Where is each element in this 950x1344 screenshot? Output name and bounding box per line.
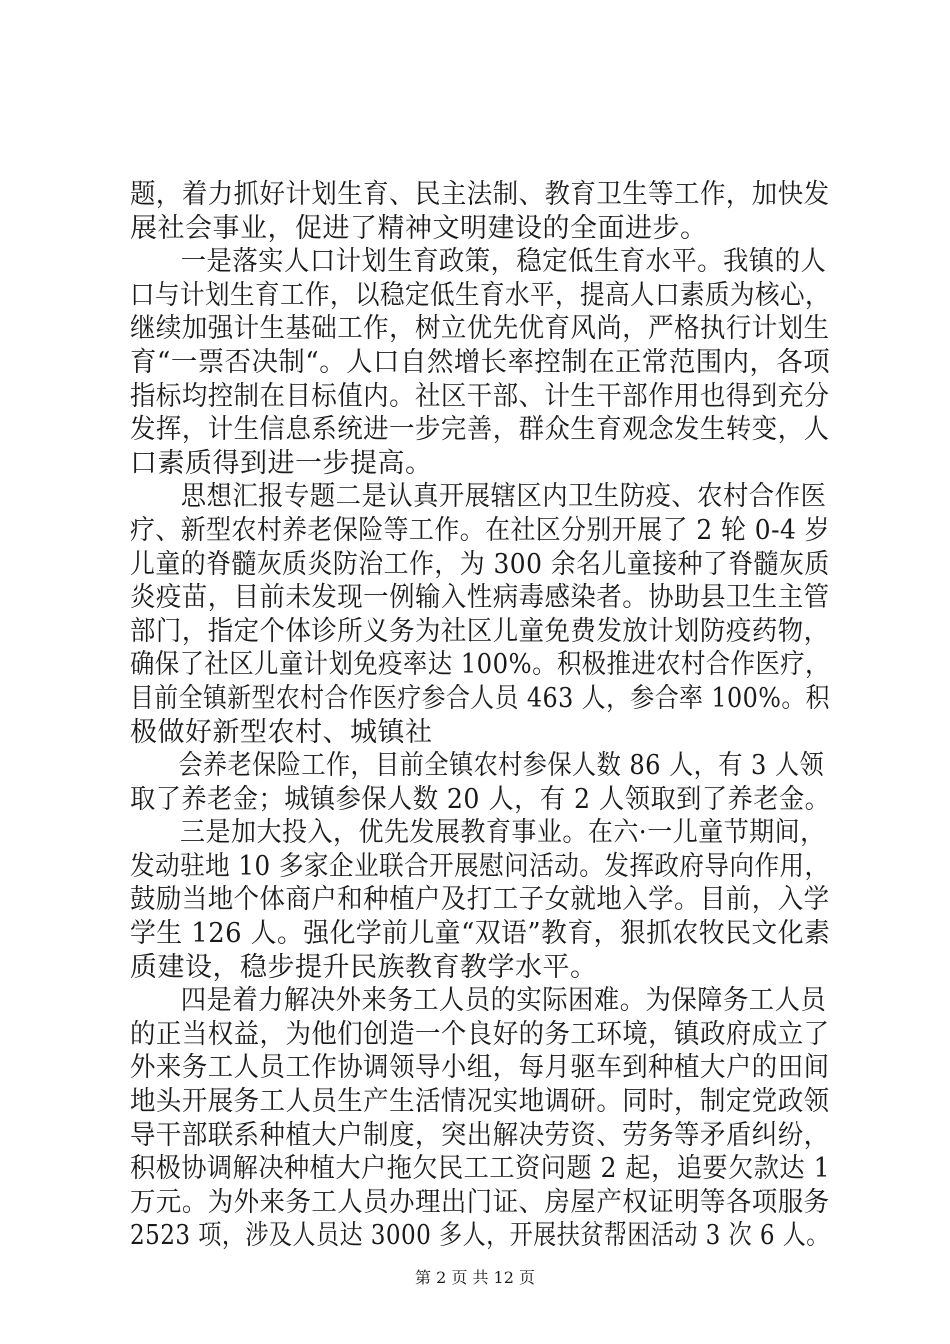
text-line: 确保了社区儿童计划免疫率达 100%。积极推进农村合作医疗， [130, 649, 830, 681]
text-line: 外来务工人员工作协调领导小组，每月驱车到种植大户的田间 [130, 1052, 830, 1084]
text-line: 一是落实人口计划生育政策，稳定低生育水平。我镇的人 [180, 246, 827, 278]
text-line: 口与计划生育工作，以稳定低生育水平，提高人口素质为核心， [130, 279, 831, 311]
text-line: 疗、新型农村养老保险等工作。在社区分别开展了 2 轮 0-4 岁 [130, 514, 831, 546]
document-body [130, 178, 830, 1253]
text-line: 学生 126 人。强化学前儿童“双语”教育，狠抓农牧民文化素 [130, 918, 831, 950]
text-line: 质建设，稳步提升民族教育教学水平。 [130, 951, 598, 983]
text-line: 四是着力解决外来务工人员的实际困难。为保障务工人员 [180, 985, 827, 1017]
text-line: 三是加大投入，优先发展教育事业。在六·一儿童节期间， [180, 817, 826, 849]
text-line: 展社会事业，促进了精神文明建设的全面进步。 [130, 212, 708, 244]
text-line: 积极协调解决种植大户拖欠民工工资问题 2 起，追要欠款达 1 [130, 1153, 831, 1185]
text-line: 鼓励当地个体商户和种植户及打工子女就地入学。目前，入学 [130, 884, 830, 916]
text-line: 思想汇报专题二是认真开展辖区内卫生防疫、农村合作医 [180, 481, 827, 513]
text-line: 导干部联系种植大户制度，突出解决劳资、劳务等矛盾纠纷， [130, 1119, 830, 1151]
text-line: 育“一票否决制“。人口自然增长率控制在正常范围内，各项 [130, 346, 831, 378]
text-line: 会养老保险工作，目前全镇农村参保人数 86 人，有 3 人领 [178, 750, 825, 782]
text-line: 口素质得到进一步提高。 [130, 447, 433, 479]
text-line: 2523 项，涉及人员达 3000 多人，开展扶贫帮困活动 3 次 6 人。 [130, 1220, 830, 1252]
text-line: 儿童的脊髓灰质炎防治工作，为 300 余名儿童接种了脊髓灰质 [130, 548, 830, 580]
text-line: 继续加强计生基础工作，树立优先优育风尚，严格执行计划生 [130, 313, 830, 345]
text-line: 的正当权益，为他们创造一个良好的务工环境，镇政府成立了 [130, 1018, 830, 1050]
text-line: 发动驻地 10 多家企业联合开展慰问活动。发挥政府导向作用， [130, 850, 830, 882]
text-line: 目前全镇新型农村合作医疗参合人员 463 人，参合率 100%。积 [130, 682, 830, 714]
text-line: 发挥，计生信息系统进一步完善，群众生育观念发生转变，人 [130, 414, 830, 446]
text-line: 取了养老金；城镇参保人数 20 人，有 2 人领取到了养老金。 [130, 783, 831, 815]
text-line: 题，着力抓好计划生育、民主法制、教育卫生等工作，加快发 [130, 179, 830, 210]
text-line: 炎疫苗，目前未发现一例输入性病毒感染者。协助县卫生主管 [130, 582, 830, 614]
text-line: 地头开展务工人员生产生活情况实地调研。同时，制定党政领 [130, 1086, 830, 1118]
page-footer: 第 2 页 共 12 页 [415, 1268, 535, 1287]
text-line: 极做好新型农村、城镇社 [130, 716, 433, 748]
text-line: 指标均控制在目标值内。社区干部、计生干部作用也得到充分 [130, 380, 830, 412]
text-line: 万元。为外来务工人员办理出门证、房屋产权证明等各项服务 [130, 1186, 830, 1218]
text-line: 部门，指定个体诊所义务为社区儿童免费发放计划防疫药物， [130, 615, 830, 647]
